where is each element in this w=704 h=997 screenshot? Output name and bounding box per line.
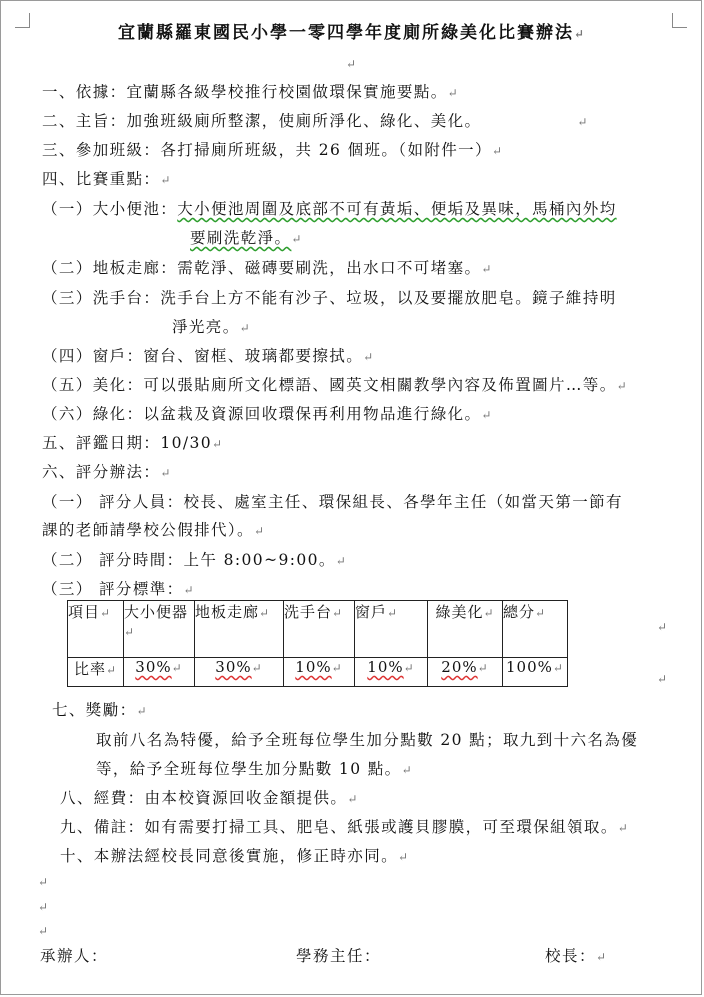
- reward-text-cont: 等，給予全班每位學生加分點數 10 點。↵: [96, 760, 414, 778]
- key-point-beautify: （五）美化：可以張貼廁所文化標語、國英文相關教學內容及佈置圖片…等。↵: [42, 376, 629, 394]
- table-cell: 比率↵: [68, 658, 124, 687]
- section-key-points: 四、比賽重點：↵: [42, 170, 172, 188]
- section-purpose: 二、主旨：加強班級廁所整潔，使廁所淨化、綠化、美化。 ↵: [42, 112, 589, 130]
- key-point-urinals: （一）大小便池：大小便池周圍及底部不可有黃垢、便垢及異味，馬桶內外均: [42, 200, 617, 218]
- table-header-cell: 項目↵: [68, 601, 124, 658]
- table-row: [68, 658, 568, 687]
- document-title: 宜蘭縣羅東國民小學一零四學年度廁所綠美化比賽辦法↵: [117, 23, 587, 43]
- table-end-mark: ↵: [657, 620, 669, 634]
- scoring-people: （一） 評分人員：校長、處室主任、環保組長、各學年主任（如當天第一節有: [42, 493, 623, 511]
- table-cell: 30%↵: [124, 658, 195, 687]
- reward-text: 取前八名為特優，給予全班每位學生加分點數 20 點；取九到十六名為優: [96, 731, 639, 749]
- key-point-window: （四）窗戶：窗台、窗框、玻璃都要擦拭。↵: [42, 347, 375, 365]
- signature-handler: 承辦人：: [40, 947, 109, 965]
- scoring-time: （二） 評分時間：上午 8:00~9:00。↵: [42, 551, 348, 569]
- empty-paragraph: ↵: [38, 924, 50, 938]
- table-header-cell: 洗手台↵: [284, 601, 355, 658]
- table-header-row: [68, 601, 568, 658]
- section-reward: 七、獎勵：↵: [52, 701, 148, 719]
- table-header-cell: 地板走廊↵: [195, 601, 284, 658]
- table-cell: 10%↵: [355, 658, 428, 687]
- section-scoring: 六、評分辦法：↵: [42, 463, 172, 481]
- scoring-table: [67, 600, 568, 687]
- section-enforcement: 十、本辦法經校長同意後實施，修正時亦同。↵: [60, 847, 410, 865]
- key-point-sink: （三）洗手台：洗手台上方不能有沙子、垃圾，以及要擺放肥皂。鏡子維持明: [42, 289, 617, 307]
- table-header-cell: 綠美化↵: [428, 601, 503, 658]
- key-point-floor: （二）地板走廊：需乾淨、磁磚要刷洗，出水口不可堵塞。↵: [42, 259, 493, 277]
- scoring-criteria: （三） 評分標準：↵: [42, 580, 195, 598]
- table-end-mark: ↵: [657, 672, 669, 686]
- empty-paragraph: ↵: [346, 57, 358, 71]
- section-evaluation-date: 五、評鑑日期：10/30↵: [42, 434, 224, 452]
- section-participants: 三、參加班級：各打掃廁所班級，共 26 個班。（如附件一）↵: [42, 141, 504, 159]
- section-basis: 一、依據：宜蘭縣各級學校推行校園做環保實施要點。↵: [42, 83, 460, 101]
- table-header-cell: 總分↵: [503, 601, 568, 658]
- table-header-cell: 窗戶↵: [355, 601, 428, 658]
- key-point-greening: （六）綠化：以盆栽及資源回收環保再利用物品進行綠化。↵: [42, 405, 493, 423]
- table-header-cell: 大小便器↵: [124, 601, 195, 658]
- table-cell: 30%↵: [195, 658, 284, 687]
- empty-paragraph: ↵: [38, 900, 50, 914]
- key-point-sink-cont: 淨光亮。↵: [172, 318, 252, 336]
- table-cell: 20%↵: [428, 658, 503, 687]
- key-point-urinals-cont: 要刷洗乾淨。↵: [190, 229, 303, 247]
- table-cell: 10%↵: [284, 658, 355, 687]
- section-remarks: 九、備註：如有需要打掃工具、肥皂、紙張或護貝膠膜，可至環保組領取。↵: [60, 818, 630, 836]
- section-funding: 八、經費：由本校資源回收金額提供。↵: [60, 789, 359, 807]
- scoring-people-cont: 課的老師請學校公假排代）。↵: [42, 521, 266, 539]
- empty-paragraph: ↵: [38, 875, 50, 889]
- signature-director: 學務主任：: [296, 947, 382, 965]
- signature-principal: 校長：↵: [545, 947, 608, 965]
- table-cell: 100%↵: [503, 658, 568, 687]
